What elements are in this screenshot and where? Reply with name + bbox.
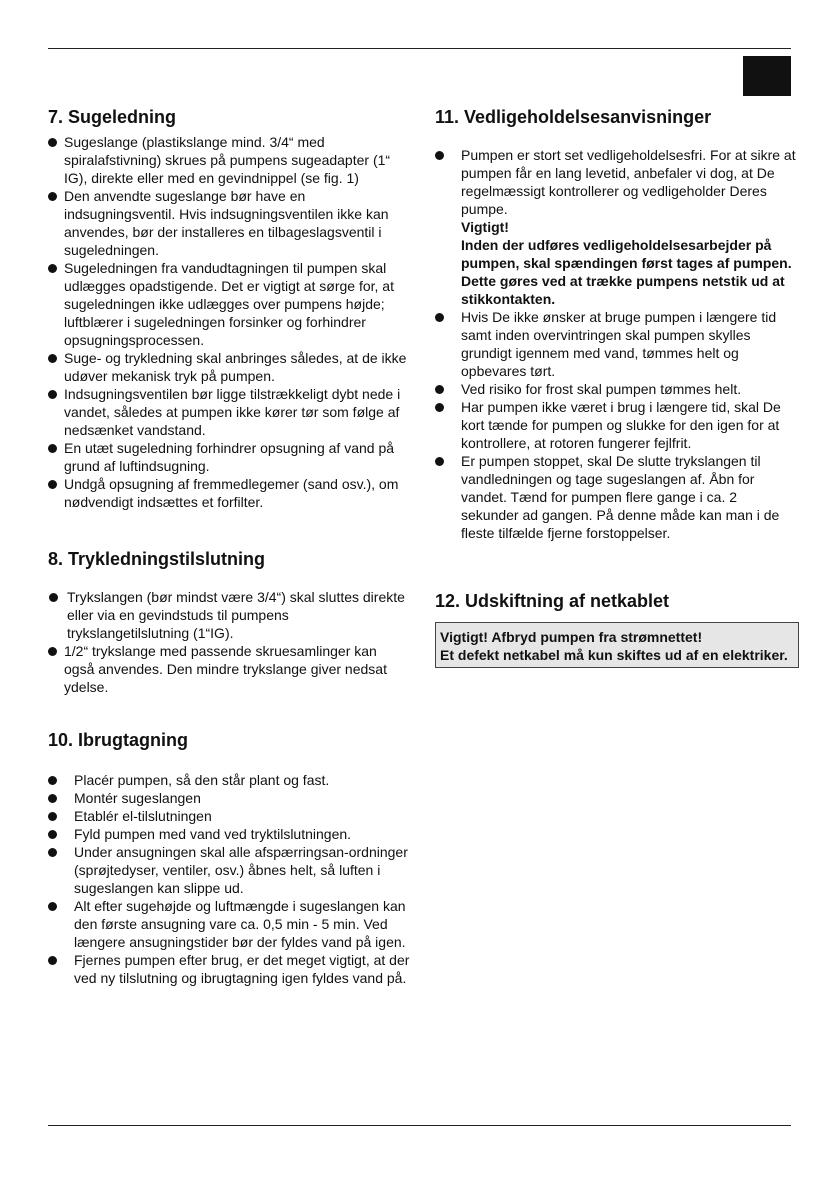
list-item: Har pumpen ikke været i brug i længere tid, skal De kort tænde for pumpen og slukke for den igen for at kontrollere, at rotoren fungerer fejlfrit. (435, 398, 797, 452)
bullet-icon (48, 264, 57, 273)
list-item: Er pumpen stoppet, skal De slutte trykslangen til vandledningen og tage sugeslangen af. Åbn for vandet. Tænd for pumpen flere gange i ca. 2 sekunder ad gangen. På denne måde kan man i de fleste tilfælde fjerne forstoppelser. (435, 452, 797, 542)
section-12-title: 12. Udskiftning af netkablet (435, 591, 670, 611)
list-item: Undgå opsugning af fremmedlegemer (sand osv.), om nødvendigt indsættes et forfilter. (48, 475, 410, 511)
section-8 (48, 548, 410, 696)
bullet-icon (435, 313, 444, 322)
list-item: Hvis De ikke ønsker at bruge pumpen i længere tid samt inden overvintringen skal pumpen skylles grundigt igennem med vand, tømmes helt og opbevares tørt. (435, 308, 797, 380)
bullet-icon (48, 390, 57, 399)
list-item: Ved risiko for frost skal pumpen tømmes helt. (435, 380, 797, 398)
section-10-title: 10. Ibrugtagning (48, 730, 189, 750)
list-item (435, 146, 797, 308)
warning-line-1: Vigtigt! Afbryd pumpen fra strømnettet! (440, 629, 703, 645)
list-item: Suge- og trykledning skal anbringes således, at de ikke udøver mekanisk tryk på pumpen. (48, 349, 410, 385)
section-11 (435, 106, 797, 542)
list-item: Fyld pumpen med vand ved tryktilslutningen. (48, 825, 410, 843)
bullet-icon (48, 812, 57, 821)
bullet-icon (48, 480, 57, 489)
list-item: Den anvendte sugeslange bør have en indsugningsventil. Hvis indsugningsventilen ikke kan anvendes, bør der installeres en tilbageslagsventil i sugeledningen. (48, 187, 410, 259)
section-10 (48, 729, 410, 987)
list-item: 1/2“ trykslange med passende skruesamlinger kan også anvendes. Den mindre trykslange giver nedsat ydelse. (48, 642, 410, 696)
bullet-icon (49, 593, 58, 602)
bullet-icon (435, 151, 444, 160)
list-item: Sugeslange (plastikslange mind. 3/4“ med spiralafstivning) skrues på pumpens sugeadapter (1“ IG), direkte eller med en gevindnippel (se fig. 1) (48, 133, 410, 187)
header-rule (48, 48, 791, 49)
section-11-title: 11. Vedligeholdelsesanvisninger (435, 107, 712, 127)
bullet-icon (48, 647, 57, 656)
bullet-icon (435, 385, 444, 394)
section-7-title: 7. Sugeledning (48, 107, 177, 127)
bullet-icon (48, 444, 57, 453)
section-7-list (48, 133, 410, 511)
bullet-icon (48, 138, 57, 147)
section-8-title: 8. Trykledningstilslutning (48, 549, 266, 569)
bullet-icon (435, 457, 444, 466)
important-label: Vigtigt! (461, 219, 509, 235)
bullet-icon (48, 354, 57, 363)
list-item: Sugeledningen fra vandudtagningen til pumpen skal udlægges opadstigende. Det er vigtigt at sørge for, at sugeledningen ikke udlægges over pumpens højde; luftblærer i sugeledningen forsinker og forhindrer opsugningsprocessen. (48, 259, 410, 349)
list-item: Under ansugningen skal alle afspærringsan-ordninger (sprøjtedyser, ventiler, osv.) åbnes helt, så luften i sugeslangen kan slippe ud. (48, 843, 410, 897)
bullet-icon (48, 830, 57, 839)
warning-line-2: Et defekt netkabel må kun skiftes ud af en elektriker. (440, 647, 788, 663)
section-8-list (48, 588, 410, 696)
bullet-icon (435, 403, 444, 412)
warning-box (435, 622, 799, 668)
footer-rule (48, 1125, 791, 1126)
section-11-list (435, 146, 797, 542)
bullet-icon (48, 794, 57, 803)
bullet-icon (48, 902, 57, 911)
section-12 (435, 590, 799, 668)
list-item: En utæt sugeledning forhindrer opsugning af vand på grund af luftindsugning. (48, 439, 410, 475)
bullet-icon (48, 192, 57, 201)
list-item: Montér sugeslangen (48, 789, 410, 807)
maintenance-intro: Pumpen er stort set vedligeholdelsesfri. For at sikre at pumpen får en lang levetid, anbefaler vi dog, at De regelmæssigt kontrollerer og vedligeholder Deres pumpe. (461, 147, 796, 217)
list-item: Placér pumpen, så den står plant og fast. (48, 771, 410, 789)
list-item: Trykslangen (bør mindst være 3/4“) skal sluttes direkte eller via en gevindstuds til pumpens trykslangetilslutning (1“IG). (48, 588, 410, 642)
list-item: Alt efter sugehøjde og luftmængde i sugeslangen kan den første ansugning vare ca. 0,5 min - 5 min. Ved længere ansugningstider bør der fyldes vand på igen. (48, 897, 410, 951)
important-notice: Inden der udføres vedligeholdelsesarbejder på pumpen, skal spændingen først tages af pumpen. Dette gøres ved at trække pumpens netstik ud at stikkontakten. (461, 237, 792, 307)
list-item: Etablér el-tilslutningen (48, 807, 410, 825)
bullet-icon (48, 848, 57, 857)
list-item: Indsugningsventilen bør ligge tilstrækkeligt dybt nede i vandet, således at pumpen ikke kører tør som følge af nedsænket vandstand. (48, 385, 410, 439)
list-item: Fjernes pumpen efter brug, er det meget vigtigt, at der ved ny tilslutning og ibrugtagning igen fyldes vand på. (48, 951, 410, 987)
bullet-icon (48, 776, 57, 785)
section-7 (48, 106, 410, 511)
bullet-icon (48, 956, 57, 965)
language-tab-marker (743, 56, 791, 96)
section-10-list (48, 771, 410, 987)
